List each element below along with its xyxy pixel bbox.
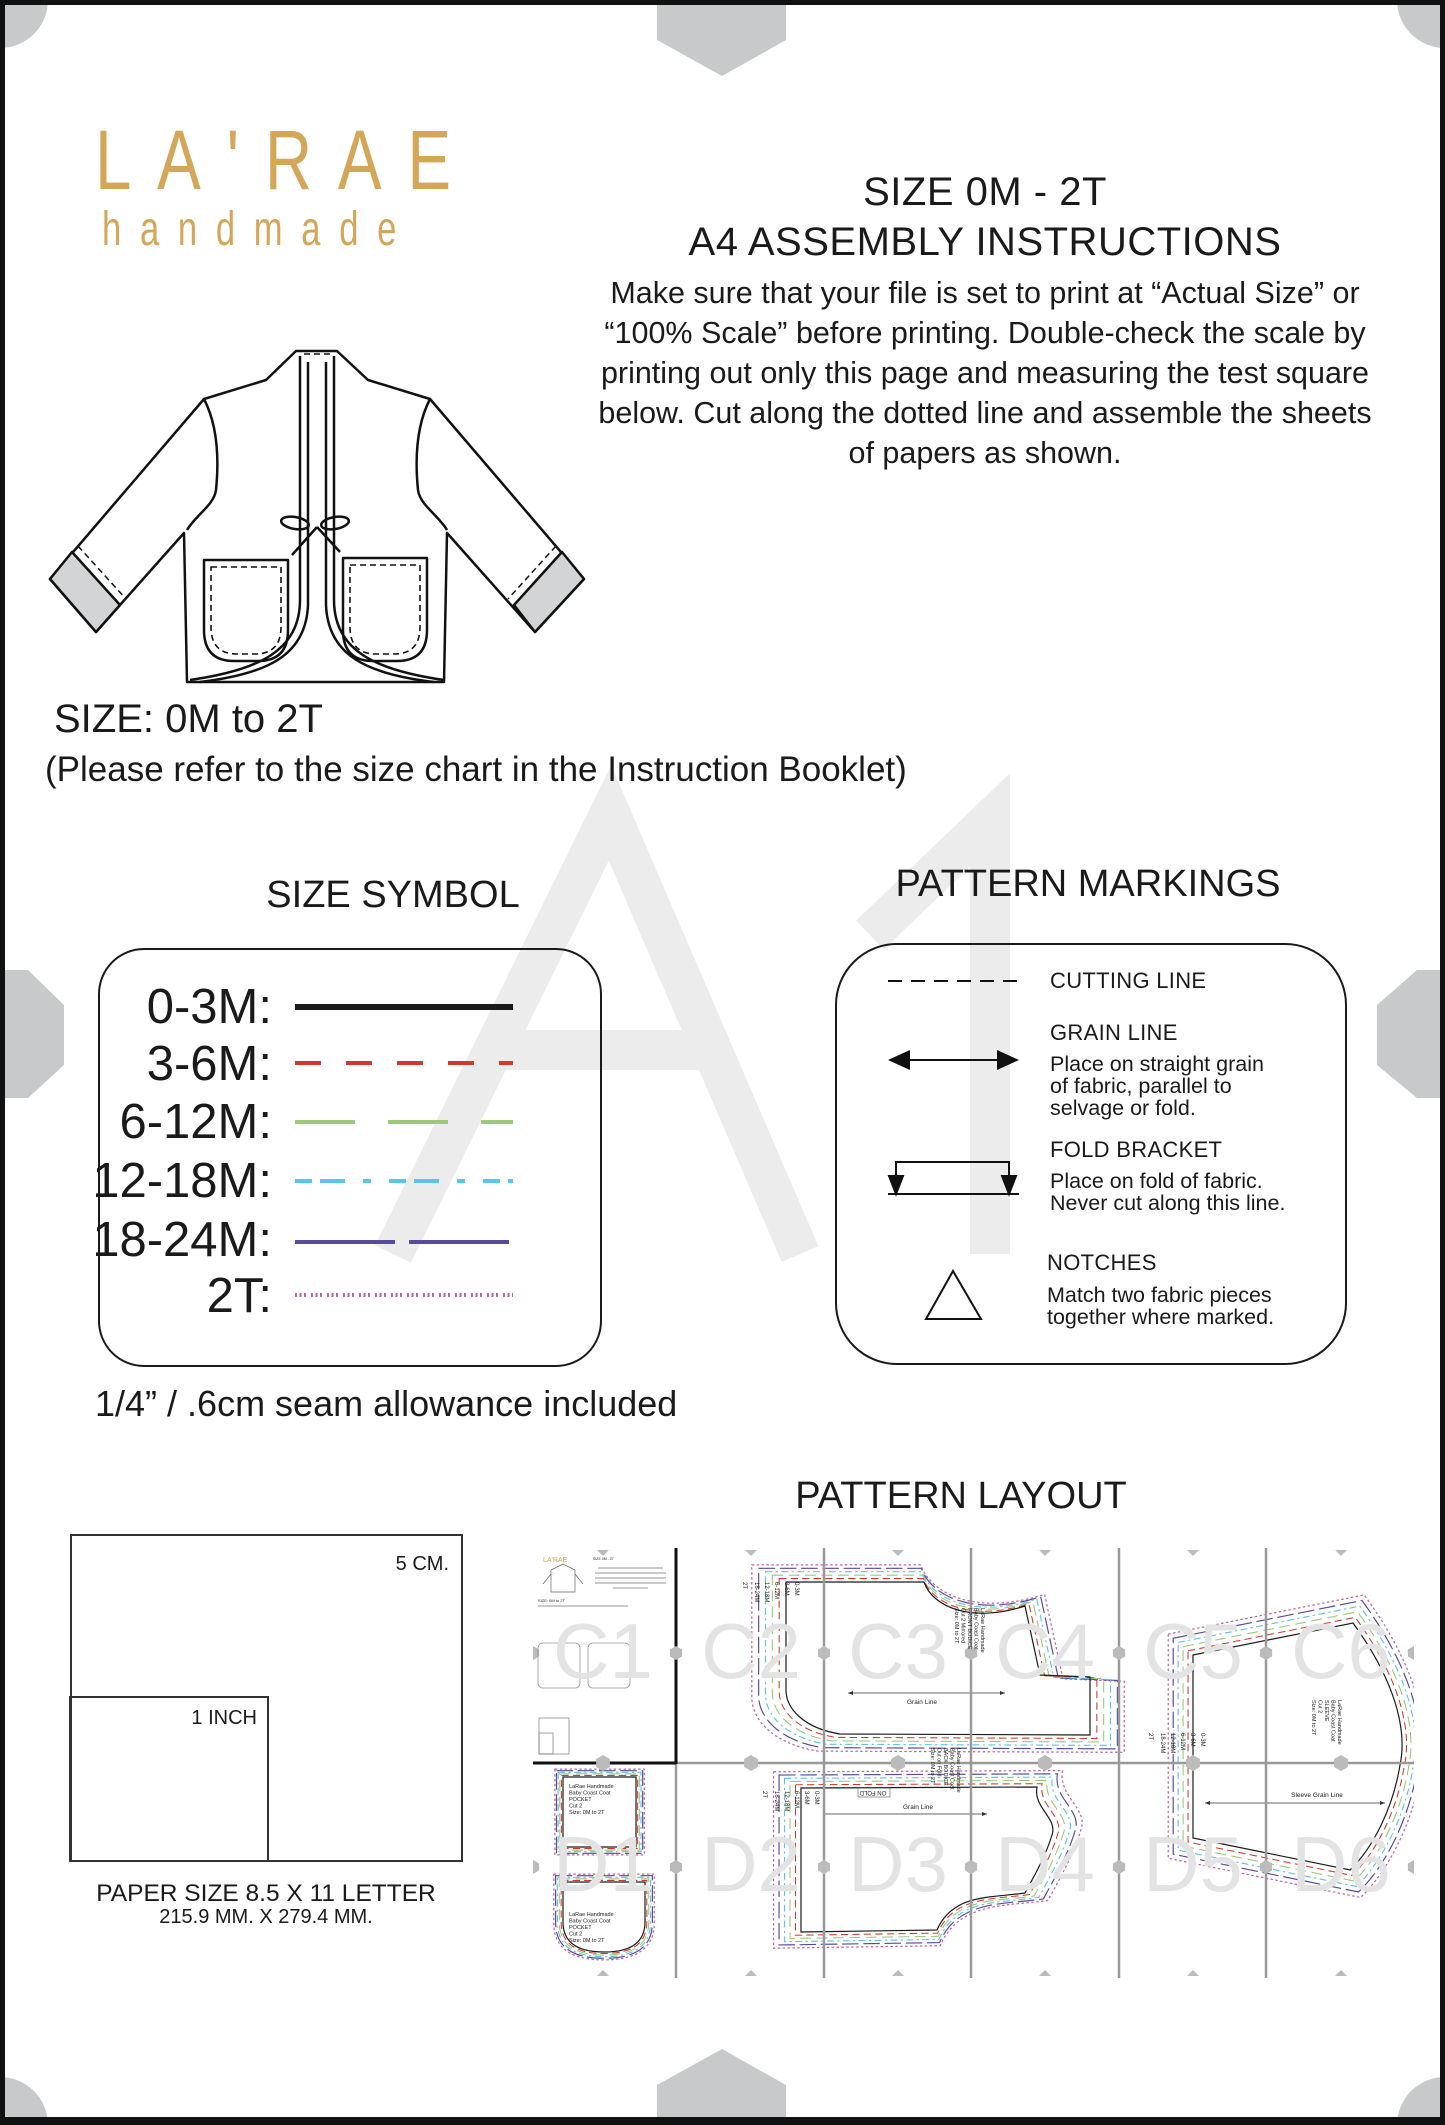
sheet-hex-marker: [744, 1755, 758, 1771]
pattern-layout-heading: PATTERN LAYOUT: [795, 1475, 1127, 1517]
fold-bracket-icon: [888, 1162, 1019, 1194]
page-title-size: SIZE 0M - 2T: [863, 170, 1107, 214]
back-grain-label: Grain Line: [903, 1804, 933, 1811]
piece-label-line: POCKET: [569, 1797, 592, 1803]
front-size-label: 12-18M: [763, 1582, 769, 1603]
sheet-notch-marker: [745, 1970, 757, 1976]
marking-desc-grain-line: [1050, 1053, 1264, 1119]
marking-title-cutting-line: CUTTING LINE: [1050, 968, 1207, 993]
piece-label-line: FRONT BODICE: [966, 1608, 972, 1650]
back-size-label: 3-6M: [803, 1791, 809, 1805]
sleeve-size-label: 3-6M: [1189, 1733, 1195, 1747]
thumb-title: SIZE 0M - 2T: [593, 1557, 614, 1561]
instructions-line: of papers as shown.: [848, 436, 1122, 470]
sleeve-size-label: 18-24M: [1159, 1733, 1165, 1754]
sheet-notch-marker: [597, 1970, 609, 1976]
piece-label-line: Baby Coast Coat: [1329, 1700, 1336, 1742]
size-label-0-3m: 0-3M:: [146, 980, 272, 1034]
sleeve-grain-label: Sleeve Grain Line: [1291, 1792, 1343, 1799]
sleeve-piece-label: [1310, 1700, 1342, 1745]
marking-desc-line: Place on fold of fabric.: [1050, 1169, 1263, 1193]
sheet-notch-marker: [1187, 1970, 1199, 1976]
sheet-hex-marker: [533, 1860, 539, 1874]
sheet-hex-marker: [1038, 1755, 1052, 1771]
sleeve-size-label: 12-18M: [1169, 1733, 1175, 1754]
sheet-hex-marker: [965, 1860, 977, 1874]
grain-arrow-head: [1205, 1801, 1210, 1805]
fold-label: ON FOLD: [859, 1789, 887, 1795]
sheet-label-d3: D3: [848, 1820, 948, 1908]
size-label-3-6m: 3-6M:: [146, 1037, 272, 1091]
piece-label-line: LaRae Handmade: [569, 1784, 614, 1790]
double-arrow-icon: [888, 1050, 1019, 1070]
sheet-hex-marker: [1260, 1646, 1272, 1660]
grain-arrow-head: [1380, 1801, 1385, 1805]
size-label-12-18m: 12-18M:: [92, 1154, 272, 1208]
piece-label-line: POCKET: [569, 1925, 592, 1931]
instructions-line: below. Cut along the dotted line and assemble the sheets: [598, 396, 1372, 430]
front-size-label: 2T: [741, 1582, 747, 1590]
size-range-heading: SIZE: 0M to 2T: [54, 697, 323, 741]
sheet-label-d1: D1: [553, 1820, 653, 1908]
sheet-label-d4: D4: [995, 1820, 1095, 1908]
sheet-label-c4: C4: [995, 1607, 1095, 1695]
sheet-label-d2: D2: [701, 1820, 801, 1908]
sheet-hex-marker: [1408, 1646, 1414, 1660]
piece-label-line: LaRae Handmade: [1336, 1700, 1342, 1745]
marking-desc-line: Match two fabric pieces: [1047, 1283, 1272, 1307]
piece-label-line: Size: 0M to 2T: [1310, 1700, 1316, 1736]
piece-label-line: Baby Coast Coat: [948, 1748, 955, 1790]
back-size-label: 2T: [761, 1791, 767, 1799]
piece-label-line: Baby Coast Coat: [569, 1918, 611, 1925]
pocket-rounded-label: [569, 1912, 614, 1944]
thumb-logo: LA'RAE: [543, 1557, 568, 1564]
front-grain-label: Grain Line: [907, 1699, 937, 1706]
piece-label-line: Size: 0M to 2T: [929, 1748, 935, 1784]
back-piece-label: [929, 1748, 961, 1793]
front-size-label: 18-24M: [753, 1582, 759, 1603]
marking-desc-notches: [1047, 1284, 1274, 1328]
size-label-6-12m: 6-12M:: [119, 1095, 272, 1149]
sheet-hex-marker: [1408, 1860, 1414, 1874]
piece-label-line: Size: 0M to 2T: [953, 1608, 959, 1644]
piece-label-line: Size: 0M to 2T: [569, 1810, 605, 1816]
marking-desc-line: Place on straight grain: [1050, 1052, 1264, 1076]
sheet-label-c3: C3: [848, 1607, 948, 1695]
grain-arrow-head: [982, 1812, 987, 1816]
marking-title-notches: NOTCHES: [1047, 1250, 1157, 1275]
test-square-1inch-label: 1 INCH: [191, 1707, 257, 1729]
sheet-hex-marker: [818, 1646, 830, 1660]
piece-label-line: LaRae Handmade: [979, 1608, 985, 1653]
sheet-notch-marker: [1335, 1550, 1347, 1556]
piece-label-line: Cut 2: [569, 1803, 583, 1810]
sheet-notch-marker: [597, 1550, 609, 1556]
front-piece-label: [953, 1608, 985, 1653]
sheet-notch-marker: [1039, 1550, 1051, 1556]
piece-label-line: Baby Coast Coat: [972, 1608, 979, 1650]
sheet-notch-marker: [1187, 1550, 1199, 1556]
sleeve-size-label: 2T: [1147, 1733, 1153, 1741]
back-size-label: 6-12M: [793, 1791, 799, 1809]
test-square-5cm-label: 5 CM.: [395, 1553, 449, 1575]
size-label-2t: 2T:: [206, 1269, 272, 1323]
marking-desc-line: selvage or fold.: [1050, 1096, 1196, 1120]
pattern-markings-heading: PATTERN MARKINGS: [895, 863, 1281, 905]
piece-label-line: Cut 2 Mirrored: [959, 1608, 966, 1644]
sheet-label-d6: D6: [1291, 1820, 1391, 1908]
sheet-hex-marker: [670, 1646, 682, 1660]
piece-label-line: Cut 2: [569, 1931, 583, 1938]
instructions-line: “100% Scale” before printing. Double-check the scale by: [604, 316, 1366, 350]
marking-title-fold-bracket: FOLD BRACKET: [1050, 1137, 1223, 1162]
marking-icons: [0, 0, 1100, 1380]
thumb-size-heading: SIZE: 0M to 2T: [538, 1598, 565, 1603]
back-size-label: 18-24M: [773, 1791, 779, 1812]
sheet-label-d5: D5: [1143, 1820, 1243, 1908]
triangle-icon: [926, 1271, 981, 1319]
front-size-label: 6-12M: [773, 1582, 779, 1600]
pattern-layout-diagram: [533, 1548, 1414, 1978]
size-symbol-heading: SIZE SYMBOL: [266, 874, 520, 916]
seam-allowance-note: 1/4” / .6cm seam allowance included: [95, 1383, 678, 1424]
instructions-line: printing out only this page and measuring the test square: [600, 356, 1370, 390]
sheet-label-c6: C6: [1291, 1607, 1391, 1695]
marking-desc-fold-bracket: [1050, 1170, 1285, 1214]
marking-desc-line: Never cut along this line.: [1050, 1191, 1286, 1215]
size-range-note: (Please refer to the size chart in the Instruction Booklet): [45, 750, 907, 789]
sheet-label-c5: C5: [1143, 1607, 1243, 1695]
marking-desc-line: of fabric, parallel to: [1050, 1074, 1232, 1098]
paper-size-label: PAPER SIZE 8.5 X 11 LETTER: [96, 1880, 436, 1907]
piece-label-line: LaRae Handmade: [569, 1912, 614, 1918]
sheet-notch-marker: [1335, 1970, 1347, 1976]
sheet-hex-marker: [1260, 1860, 1272, 1874]
sheet-notch-marker: [892, 1550, 904, 1556]
instructions-line: Make sure that your file is set to print at “Actual Size” or: [610, 276, 1360, 310]
sheet-hex-marker: [818, 1860, 830, 1874]
piece-label-line: LaRae Handmade: [955, 1748, 961, 1793]
sleeve-size-label: 0-3M: [1199, 1733, 1205, 1747]
front-size-label: 0-3M: [793, 1582, 799, 1596]
back-size-label: 12-18M: [783, 1791, 789, 1812]
back-size-label: 0-3M: [813, 1791, 819, 1805]
sheet-hex-marker: [1113, 1860, 1125, 1874]
sheet-hex-marker: [670, 1860, 682, 1874]
sheet-hex-marker: [596, 1755, 610, 1771]
front-size-label: 3-6M: [783, 1582, 789, 1596]
sheet-label-c1: C1: [553, 1607, 653, 1695]
sheet-label-c2: C2: [701, 1607, 801, 1695]
marking-desc-line: together where marked.: [1047, 1305, 1275, 1329]
piece-label-line: Baby Coast Coat: [569, 1790, 611, 1797]
piece-label-line: Cut on Fold: [935, 1748, 942, 1777]
sheet-notch-marker: [745, 1550, 757, 1556]
sheet-hex-marker: [1334, 1755, 1348, 1771]
sheet-notch-marker: [1039, 1970, 1051, 1976]
sheet-notch-marker: [892, 1970, 904, 1976]
size-label-18-24m: 18-24M:: [92, 1213, 272, 1267]
paper-size-mm: 215.9 MM. X 279.4 MM.: [159, 1906, 373, 1928]
piece-label-line: BACK BODICE: [942, 1748, 948, 1786]
marking-title-grain-line: GRAIN LINE: [1050, 1020, 1178, 1045]
piece-label-line: Size: 0M to 2T: [569, 1938, 605, 1944]
sheet-hex-marker: [1113, 1646, 1125, 1660]
brand-logo: LA'RAE: [95, 113, 477, 207]
sleeve-size-label: 6-12M: [1179, 1733, 1185, 1751]
piece-label-line: Cut 2: [1316, 1700, 1323, 1714]
pocket-square-label: [569, 1784, 614, 1816]
sheet-hex-marker: [891, 1755, 905, 1771]
brand-logo-subtitle: handmade: [102, 203, 416, 256]
piece-label-line: SLEEVE: [1323, 1700, 1329, 1722]
page-title-instructions: A4 ASSEMBLY INSTRUCTIONS: [688, 220, 1282, 264]
